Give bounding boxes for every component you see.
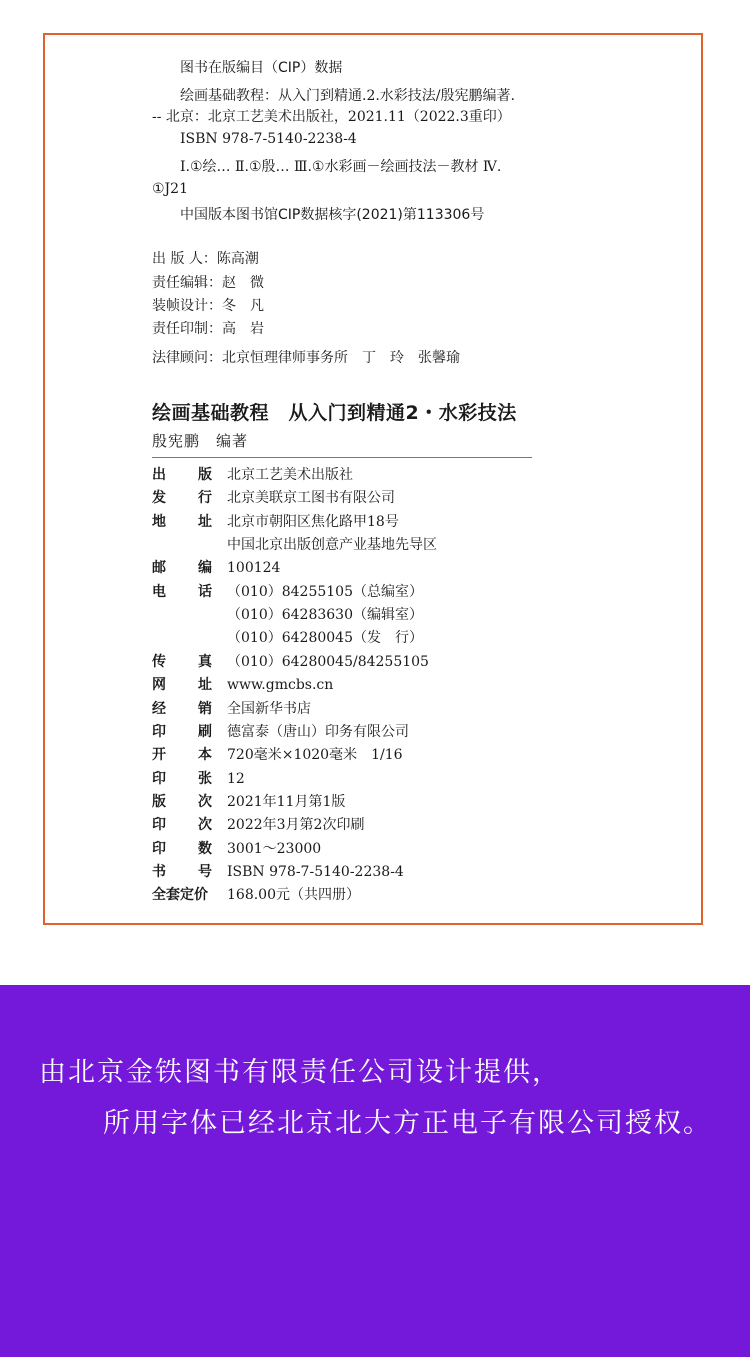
divider [152,457,532,458]
imprint-value: （010）64283630（编辑室） [227,607,423,624]
imprint-value: 168.00元（共四册） [227,887,360,904]
book-title: 绘画基础教程 从入门到精通2・水彩技法 [152,402,517,424]
imprint-label: 全套定价 [152,887,208,904]
imprint-label: 出 版 [152,467,212,483]
imprint-value: 2021年11月第1版 [227,793,346,810]
imprint-label: 印 张 [152,770,212,787]
imprint-value: （010）64280045/84255105 [227,653,429,670]
imprint-value: 100124 [227,560,281,577]
imprint-label: 开 本 [152,747,212,764]
book-author: 殷宪鹏 编著 [152,432,249,450]
imprint-label: 印 刷 [152,723,212,740]
banner-line-2: 所用字体已经北京北大方正电子有限公司授权。 [103,1108,712,1139]
cip-line: Ⅰ.①绘… Ⅱ.①殷… Ⅲ.①水彩画－绘画技法－教材 Ⅳ. [180,159,502,175]
staff-row: 责任编辑：赵 微 [152,275,264,291]
imprint-value: （010）84255105（总编室） [227,583,423,600]
banner-line-1: 由北京金铁图书有限责任公司设计提供， [39,1057,561,1088]
imprint-value: 德富泰（唐山）印务有限公司 [227,723,409,740]
staff-row: 责任印制：高 岩 [152,321,264,337]
imprint-label: 电 话 [152,583,212,600]
imprint-value: 中国北京出版创意产业基地先导区 [227,537,437,554]
imprint-value: 北京市朝阳区焦化路甲18号 [227,513,399,530]
imprint-value: 2022年3月第2次印刷 [227,817,365,834]
staff-row: 装帧设计：冬 凡 [152,298,264,314]
imprint-value: 北京工艺美术出版社 [227,467,353,483]
imprint-value: （010）64280045（发 行） [227,630,423,647]
imprint-label: 发 行 [152,490,212,507]
imprint-label: 经 销 [152,700,212,717]
imprint-value: 北京美联京工图书有限公司 [227,490,395,507]
staff-row: 出 版 人：陈高潮 [152,251,259,267]
cip-line: ①J21 [152,181,188,197]
cip-line: ISBN 978-7-5140-2238-4 [180,131,357,147]
imprint-value: 720毫米×1020毫米 1/16 [227,747,403,764]
imprint-label: 印 数 [152,840,212,857]
imprint-value: 12 [227,770,245,787]
imprint-label: 邮 编 [152,560,212,577]
imprint-value: www.gmcbs.cn [227,677,334,694]
imprint-label: 书 号 [152,863,212,880]
imprint-label: 地 址 [152,513,212,530]
footer-banner [0,985,750,1357]
cip-title: 图书在版编目（CIP）数据 [180,60,343,76]
cip-line: 绘画基础教程：从入门到精通.2.水彩技法/殷宪鹏编著. [180,88,515,104]
imprint-value: 3001～23000 [227,840,322,857]
imprint-label: 印 次 [152,817,212,834]
imprint-label: 传 真 [152,653,212,670]
imprint-label: 版 次 [152,793,212,810]
cip-line: -- 北京：北京工艺美术出版社，2021.11（2022.3重印） [152,109,511,125]
legal-advisor: 法律顾问：北京恒理律师事务所 丁 玲 张馨瑜 [152,350,460,366]
imprint-value: 全国新华书店 [227,700,311,717]
imprint-label: 网 址 [152,677,212,694]
cip-line: 中国版本图书馆CIP数据核字(2021)第113306号 [180,207,485,223]
imprint-value: ISBN 978-7-5140-2238-4 [227,863,404,880]
